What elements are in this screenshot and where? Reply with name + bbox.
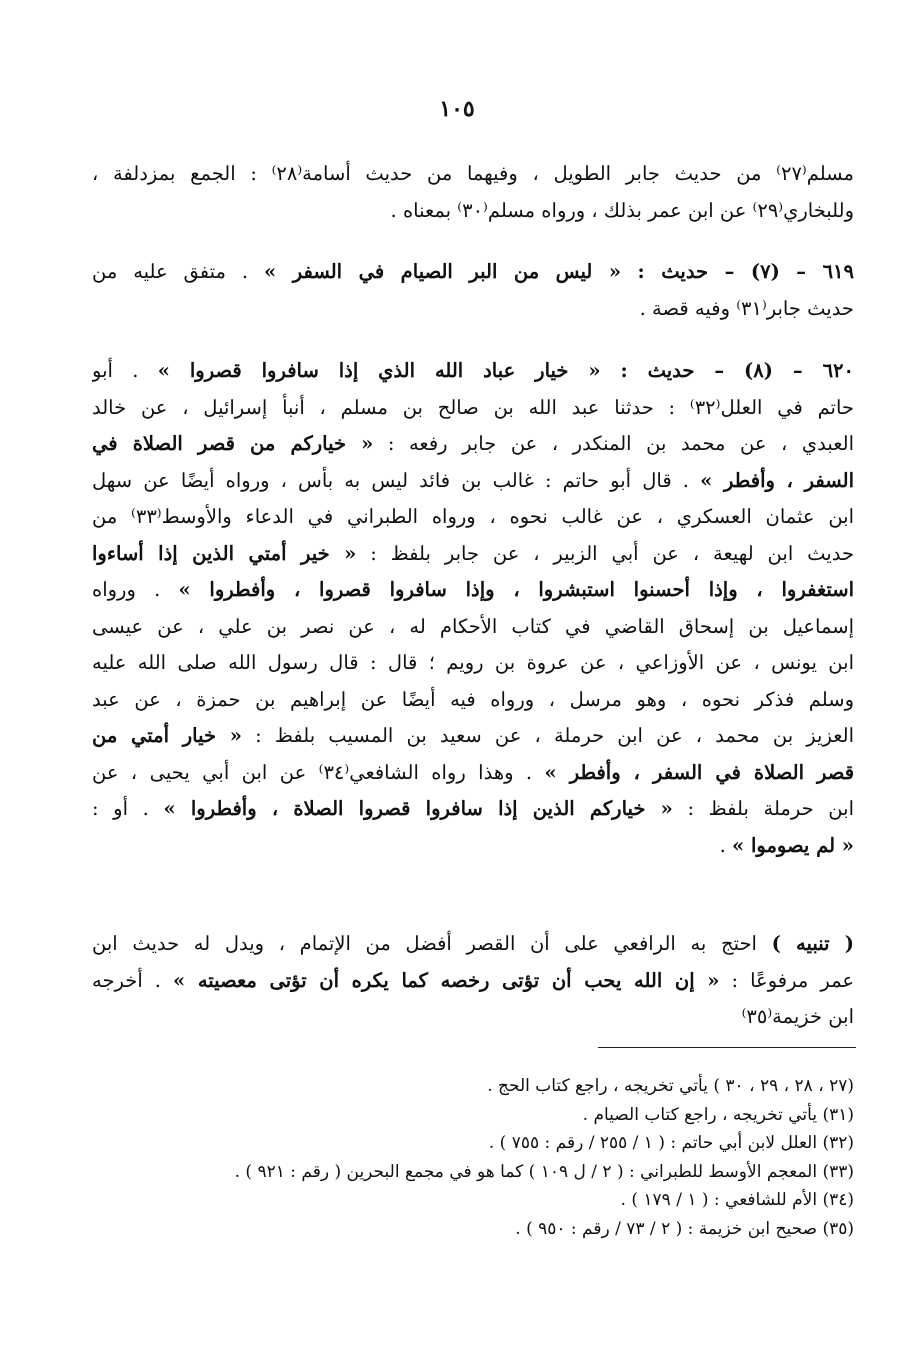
text-line — [92, 353, 854, 390]
note-tanbih — [92, 926, 854, 1036]
text-span: . متفق عليه من — [92, 260, 265, 283]
hadith-quote: قصر الصلاة في السفر ، وأفطر » — [544, 760, 854, 784]
hadith-quote: « خياركم الذين إذا سافروا قصروا الصلاة ، وأفطروا » — [163, 797, 673, 820]
hadith-quote: « خياركم من قصر الصلاة في — [92, 432, 374, 455]
hadith-quote: « لم يصوموا » — [731, 833, 854, 857]
text-span: . قال أبو حاتم : غالب بن فائد ليس به بأس ، ورواه أيضًا عن سهل — [92, 468, 701, 492]
text-span: العبدي ، عن محمد بن المنكدر ، عن جابر رفعه : — [373, 432, 854, 455]
footnote: (٣٥) صحيح ابن خزيمة : ( ٢ / ٧٣ / رقم : ٩٥٠ ) . — [515, 1218, 854, 1239]
text-line: ابن عثمان العسكري ، عن غالب نحوه ، ورواه الطبراني في الدعاء والأوسط⁽٣٣⁾ من — [92, 505, 854, 528]
text-line — [92, 791, 854, 828]
hadith-heading: ٦٢٠ – (٨) – حديث : « خيار عباد الله الذي إذا سافروا قصروا » — [157, 359, 854, 382]
text-line: حاتم في العلل⁽٣٢⁾ : حدثنا عبد الله بن صالح بن مسلم ، أنبأ إسرائيل ، عن خالد — [92, 395, 854, 419]
note-label: ( تنبيه ) — [771, 932, 854, 955]
text-line — [92, 926, 854, 963]
text-line — [92, 828, 854, 865]
text-line — [92, 572, 854, 609]
text-span: . أو : — [92, 797, 164, 820]
hadith-quote: « إن الله يحب أن تؤتى رخصه كما يكره أن تؤتى معصيته » — [173, 968, 720, 992]
text-span: . وهذا رواه الشافعي⁽٣٤⁾ عن ابن أبي يحيى ، عن — [92, 760, 545, 784]
hadith-620 — [92, 353, 854, 864]
footnote: (٣٤) الأم للشافعي : ( ١ / ١٧٩ ) . — [620, 1190, 854, 1210]
text-line: إسماعيل بن إسحاق القاضي في كتاب الأحكام له ، عن نصر بن علي ، عن عيسى — [92, 614, 854, 638]
page-number: ١٠٥ — [439, 96, 475, 122]
footnote: (٣٣) المعجم الأوسط للطبراني : ( ٢ / ل ١٠٩ ) كما هو في مجمع البحرين ( رقم : ٩٢١ ) . — [234, 1161, 854, 1182]
footnotes — [94, 1072, 854, 1243]
text-line — [92, 536, 854, 573]
text-line — [92, 426, 854, 463]
text-line — [92, 718, 854, 755]
text-span: . — [719, 833, 732, 857]
hadith-619 — [92, 254, 854, 327]
text-span: احتج به الرافعي على أن القصر أفضل من الإتمام ، ويدل له حديث ابن — [92, 932, 772, 955]
text-line — [92, 254, 854, 291]
text-line — [92, 963, 854, 1000]
text-span: . ورواه — [92, 578, 179, 601]
hadith-heading: ٦١٩ – (٧) – حديث : « ليس من البر الصيام في السفر » — [264, 260, 854, 283]
text-line: ابن خزيمة⁽٣٥⁾ — [741, 1005, 854, 1028]
text-line — [92, 463, 854, 500]
text-span: العزيز بن محمد ، عن ابن حرملة ، عن سعيد بن المسيب بلفظ : — [242, 724, 854, 747]
text-line: مسلم⁽٢٧⁾ من حديث جابر الطويل ، وفيهما من حديث أسامة⁽٢٨⁾ : الجمع بمزدلفة ، — [92, 162, 854, 185]
footnote: (٣١) يأتي تخريجه ، راجع كتاب الصيام . — [582, 1104, 854, 1125]
text-line — [92, 755, 854, 792]
paragraph-intro — [92, 156, 854, 229]
text-line: ابن يونس ، عن الأوزاعي ، عن عروة بن رويم ؛ قال : قال رسول الله صلى الله عليه — [92, 651, 854, 674]
text-span: ابن حرملة بلفظ : — [672, 797, 854, 820]
hadith-quote: « خيار أمتي من — [92, 724, 242, 747]
text-line: وسلم فذكر نحوه ، وهو مرسل ، ورواه فيه أيضًا عن إبراهيم بن حمزة ، عن عبد — [92, 687, 854, 711]
text-span: حديث ابن لهيعة ، عن أبي الزبير ، عن جابر بلفظ : — [356, 541, 854, 565]
footnote-divider — [598, 1047, 856, 1048]
footnote: (٢٧ ، ٢٨ ، ٢٩ ، ٣٠ ) يأتي تخريجه ، راجع كتاب الحج . — [487, 1076, 854, 1096]
text-line: حديث جابر⁽٣١⁾ وفيه قصة . — [639, 296, 854, 320]
text-line: وللبخاري⁽٢٩⁾ عن ابن عمر بذلك ، ورواه مسلم⁽٣٠⁾ بمعناه . — [390, 198, 854, 222]
text-span: . أخرجه — [92, 968, 174, 992]
footnote: (٣٢) العلل لابن أبي حاتم : ( ١ / ٢٥٥ / رقم : ٧٥٥ ) . — [488, 1133, 854, 1153]
hadith-quote: استغفروا ، وإذا أحسنوا استبشروا ، وإذا سافروا قصروا ، وأفطروا » — [178, 578, 854, 601]
hadith-quote: « خير أمتي الذين إذا أساءوا — [92, 541, 357, 565]
hadith-quote: السفر ، وأفطر » — [700, 468, 854, 492]
text-span: . أبو — [92, 359, 158, 382]
text-span: عمر مرفوعًا : — [719, 968, 854, 992]
